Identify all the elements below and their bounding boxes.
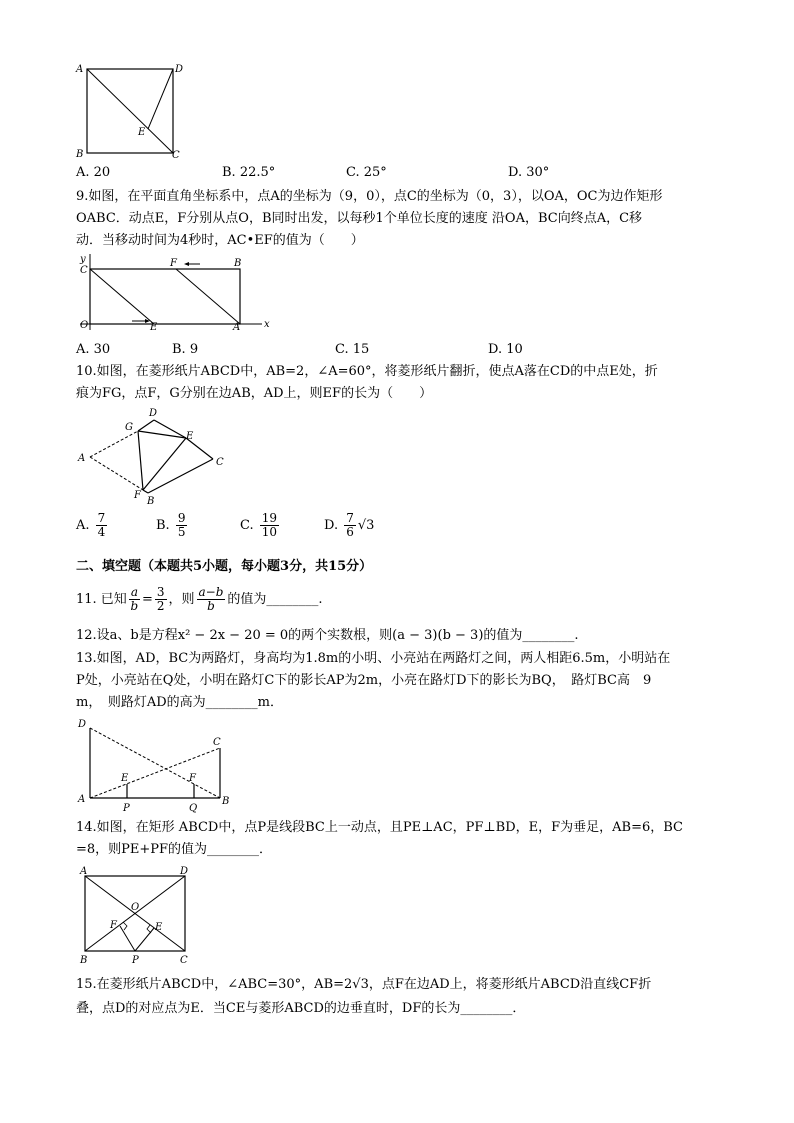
svg-text:D: D <box>149 408 158 419</box>
svg-text:C: C <box>80 265 88 276</box>
q11: 11. 已知 $\frac{a}{b}$ = $\frac{3}{2}$ ，则 $\frac{a-b}{b}$ 的值为________. <box>76 585 323 613</box>
svg-text:O: O <box>80 320 89 331</box>
svg-text:E: E <box>150 322 158 333</box>
svg-text:F: F <box>189 773 196 784</box>
q8-option-c[interactable]: C. 25° <box>346 165 387 180</box>
q14-figure <box>76 864 196 966</box>
q14-line1: 14.如图，在矩形 ABCD中，点P是线段BC上一动点，且PE⊥AC，PF⊥BD，E，F为垂足，AB=6，BC <box>76 820 683 835</box>
svg-text:C: C <box>180 955 188 966</box>
q9-line2: OABC．动点E，F分别从点O，B同时出发，以每秒1个单位长度的速度 沿OA，BC向终点A，C移 <box>76 211 643 226</box>
q8-option-d[interactable]: D. 30° <box>508 165 550 180</box>
q9-option-a[interactable]: A. 30 <box>76 342 111 357</box>
q10-option-c[interactable]: C. $\frac{19}{10}$ <box>240 511 278 539</box>
q8-option-a[interactable]: A. 20 <box>76 165 111 180</box>
svg-text:G: G <box>125 422 133 433</box>
q10-line1: 10.如图，在菱形纸片ABCD中，AB=2，∠A=60°，将菱形纸片翻折，使点A落在CD的中点E处，折 <box>76 364 658 379</box>
q10-line2: 痕为FG，点F，G分别在边AB，AD上，则EF的长为（ ） <box>76 386 433 401</box>
q9-line1: 9.如图，在平面直角坐标系中，点A的坐标为（9，0），点C的坐标为（0，3），以OA，OC为边作矩形 <box>76 189 663 204</box>
svg-text:D: D <box>180 866 189 877</box>
svg-text:x: x <box>264 319 270 330</box>
q9-line3: 动．当移动时间为4秒时，AC•EF的值为（ ） <box>76 233 364 248</box>
svg-text:D: D <box>175 64 184 75</box>
svg-text:A: A <box>78 453 86 464</box>
q15-line2: 叠，点D的对应点为E．当CE与菱形ABCD的边垂直时，DF的长为________． <box>76 1001 526 1016</box>
svg-text:A: A <box>233 322 241 333</box>
q10-option-a[interactable]: A. $\frac{7}{4}$ <box>76 511 106 539</box>
svg-text:O: O <box>131 902 140 913</box>
svg-text:E: E <box>155 922 163 933</box>
q10-options <box>76 512 476 552</box>
svg-text:Q: Q <box>189 803 198 814</box>
svg-text:F: F <box>134 490 141 501</box>
svg-text:E: E <box>186 431 194 442</box>
svg-text:C: C <box>216 457 224 468</box>
svg-text:B: B <box>147 496 155 507</box>
svg-text:A: A <box>80 866 88 877</box>
svg-text:A: A <box>76 64 84 75</box>
svg-text:D: D <box>78 719 87 730</box>
svg-text:B: B <box>234 258 242 269</box>
q9-figure <box>76 254 276 334</box>
svg-text:y: y <box>80 254 86 265</box>
q15-line1: 15.在菱形纸片ABCD中，∠ABC=30°，AB=2√3，点F在边AD上，将菱形纸片ABCD沿直线CF折 <box>76 977 652 992</box>
svg-text:P: P <box>132 955 139 966</box>
svg-text:P: P <box>123 803 130 814</box>
section2-heading: 二、填空题（本题共5小题，每小题3分，共15分） <box>76 559 373 574</box>
q13-line1: 13.如图，AD，BC为两路灯，身高均为1.8m的小明、小亮站在两路灯之间，两人相距6.5m，小明站在 <box>76 651 671 666</box>
q13-line2: P处，小亮站在Q处，小明在路灯C下的影长AP为2m，小亮在路灯D下的影长为BQ， 路灯BC高 9 <box>76 673 652 688</box>
q13-figure <box>76 716 246 812</box>
q10-option-b[interactable]: B. $\frac{9}{5}$ <box>156 511 186 539</box>
svg-text:F: F <box>110 920 117 931</box>
svg-text:C: C <box>213 737 221 748</box>
q12: 12.设a、b是方程x² − 2x − 20 = 0的两个实数根，则(a − 3)(b − 3)的值为________. <box>76 628 579 643</box>
svg-text:A: A <box>78 794 86 805</box>
svg-text:C: C <box>172 150 180 161</box>
svg-text:B: B <box>80 955 88 966</box>
svg-text:E: E <box>121 773 129 784</box>
svg-text:E: E <box>138 127 146 138</box>
svg-text:F: F <box>170 258 177 269</box>
svg-text:B: B <box>222 796 230 807</box>
q8-figure <box>76 62 186 162</box>
q9-option-d[interactable]: D. 10 <box>488 342 523 357</box>
q9-option-c[interactable]: C. 15 <box>335 342 370 357</box>
q10-option-d[interactable]: D. $\frac{7}{6}$ √3 <box>324 511 375 539</box>
q14-line2: =8，则PE+PF的值为________． <box>76 842 273 857</box>
q8-option-b[interactable]: B. 22.5° <box>222 165 276 180</box>
q9-option-b[interactable]: B. 9 <box>172 342 199 357</box>
q13-line3: m， 则路灯AD的高为________m． <box>76 695 283 710</box>
svg-text:B: B <box>76 149 84 160</box>
q10-figure <box>76 406 236 506</box>
